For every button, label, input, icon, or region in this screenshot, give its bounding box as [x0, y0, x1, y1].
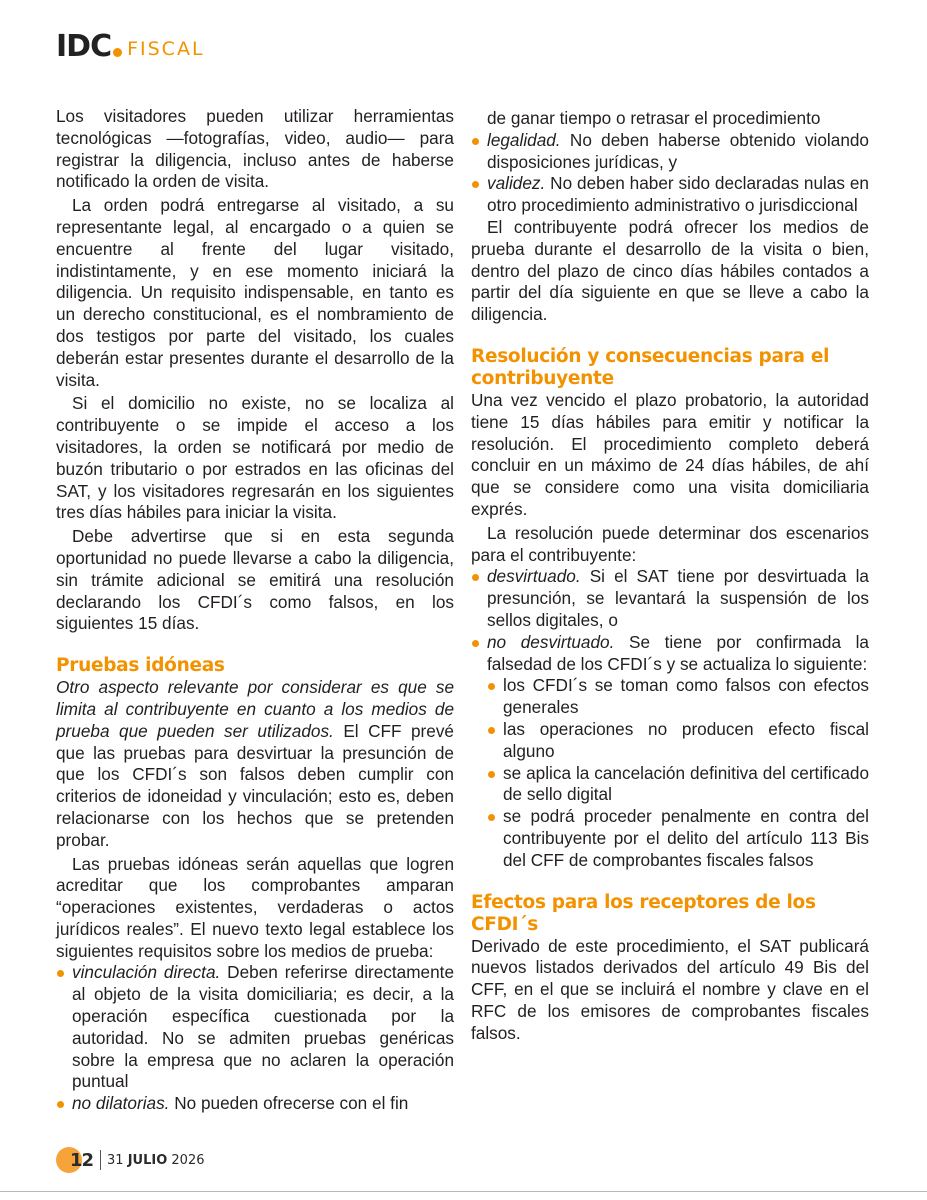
- list-item: legalidad. No deben haberse obtenido violando disposiciones jurídicas, y: [471, 130, 869, 174]
- left-column: [56, 106, 454, 1115]
- section-heading-resolucion: Resolución y consecuencias para el contribuyente: [471, 345, 830, 389]
- sub-list-item: se aplica la cancelación definitiva del certificado de sello digital: [487, 763, 869, 807]
- page-number-badge: [56, 1147, 94, 1173]
- right-column: [471, 108, 869, 1044]
- logo-dot: [113, 48, 122, 57]
- paragraph: Debe advertirse que si en esta segunda oportunidad no puede llevarse a cabo la diligencia, sin trámite adicional se emitirá una resolución declarando los CFDI´s como falsos, en los siguientes 15 días.: [56, 526, 454, 634]
- requirements-list: [56, 962, 454, 1115]
- scenarios-list: [471, 566, 869, 871]
- paragraph: Derivado de este procedimiento, el SAT publicará nuevos listados derivados del artículo 49 Bis del CFF, en el que se incluirá el nombre y clave en el RFC de los emisores de comprobantes fiscales falsos.: [471, 935, 869, 1043]
- publication-logo: [56, 30, 205, 64]
- sub-list-item: las operaciones no producen efecto fiscal alguno: [487, 719, 869, 763]
- issue-date: 31 JULIO 2026: [107, 1152, 205, 1168]
- paragraph: La orden podrá entregarse al visitado, a su representante legal, al encargado o a quien se encuentre al frente del lugar visitado, indistintamente, y en ese momento iniciará la diligencia. Un requisito indispensable, en tanto es un derecho constitucional, es el nombramiento de dos testigos por parte del visitado, los cuales deberán estar presentes durante el desarrollo de la visita.: [56, 195, 454, 390]
- requirements-list-cont: [471, 130, 869, 217]
- list-item: vinculación directa. Deben referirse directamente al objeto de la visita domiciliaria; es decir, a la operación específica cuestionada por la autoridad. No se admiten pruebas genéricas sobre la empresa que no aclaren la operación puntual: [56, 962, 454, 1093]
- bottom-rule: [0, 1191, 927, 1192]
- list-item: desvirtuado. Si el SAT tiene por desvirtuada la presunción, se levantará la suspensión de los sellos digitales, o: [471, 566, 869, 631]
- paragraph: El contribuyente podrá ofrecer los medios de prueba durante el desarrollo de la visita o bien, dentro del plazo de cinco días hábiles contados a partir del día siguiente en que se lleve a cabo la diligencia.: [471, 216, 869, 325]
- list-item: no desvirtuado. Se tiene por confirmada la falsedad de los CFDI´s y se actualiza lo siguiente: los CFDI´s se toman como falsos con efectos generales las operaciones no producen efecto fiscal alguno se aplica la cancelación definitiva del certificado de sello digital se podrá proceder penalmente en contra del contribuyente por el delito del artículo 113 Bis del CFF de comprobantes fiscales falsos: [471, 632, 869, 872]
- list-item: validez. No deben haber sido declaradas nulas en otro procedimiento administrativo o jurisdiccional: [471, 173, 869, 217]
- paragraph: Si el domicilio no existe, no se localiza al contribuyente o se impide el acceso a los visitadores, la orden se notificará por medio de buzón tributario o por estrados en las oficinas del SAT, y los visitadores regresarán en los siguientes tres días hábiles para iniciar la visita.: [56, 393, 454, 523]
- italic-lead: Otro aspecto relevante por considerar es que se limita al contribuyente en cuanto a los medios de prueba que pueden ser utilizados.: [56, 677, 454, 741]
- footer-divider: [100, 1150, 101, 1170]
- sub-list-item: se podrá proceder penalmente en contra del contribuyente por el delito del artículo 113 Bis del CFF de comprobantes fiscales falsos: [487, 806, 869, 871]
- section-heading-pruebas: Pruebas idóneas: [56, 655, 225, 677]
- logo-section-text: FISCAL: [127, 38, 205, 60]
- paragraph: Una vez vencido el plazo probatorio, la autoridad tiene 15 días hábiles para emitir y notificar la resolución. El procedimiento completo deberá concluir en un máximo de 24 días hábiles, de ahí que se considere como una visita domiciliaria exprés.: [471, 389, 869, 519]
- paragraph: Otro aspecto relevante por considerar es que se limita al contribuyente en cuanto a los medios de prueba que pueden ser utilizados. El CFF prevé que las pruebas para desvirtuar la presunción de que los CFDI´s son falsos deben cumplir con criterios de idoneidad y vinculación; esto es, deben relacionarse con los hechos que se pretenden probar.: [56, 677, 454, 850]
- paragraph: Las pruebas idóneas serán aquellas que logren acreditar que los comprobantes amparan “operaciones existentes, verdaderas o actos jurídicos reales”. El nuevo texto legal establece los siguientes requisitos sobre los medios de prueba:: [56, 853, 454, 961]
- logo-idc-text: IDC: [56, 29, 112, 64]
- paragraph: Los visitadores pueden utilizar herramientas tecnológicas —fotografías, video, audio— para registrar la diligencia, incluso antes de haberse notificado la orden de visita.: [56, 106, 454, 192]
- section-heading-efectos: Efectos para los receptores de los CFDI´s: [471, 891, 816, 935]
- list-item: no dilatorias. No pueden ofrecerse con el fin: [56, 1093, 454, 1115]
- paragraph: La resolución puede determinar dos escenarios para el contribuyente:: [471, 522, 869, 565]
- page-number: 12: [70, 1150, 94, 1171]
- list-continuation: de ganar tiempo o retrasar el procedimiento: [487, 108, 821, 128]
- page-footer: [56, 1146, 205, 1174]
- consequences-list: [487, 675, 869, 871]
- sub-list-item: los CFDI´s se toman como falsos con efectos generales: [487, 675, 869, 719]
